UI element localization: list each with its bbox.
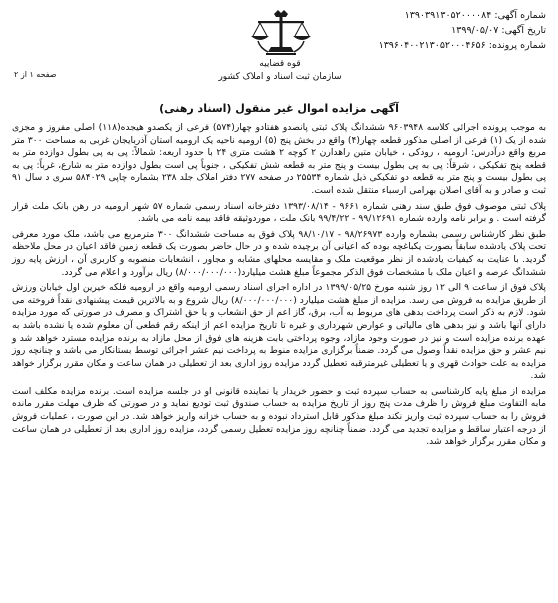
organization-name: سازمان ثبت اسناد و املاک کشور — [218, 72, 342, 82]
ad-number: ۱۳۹۰۳۹۱۳۰۵۲۰۰۰۰۸۴ — [404, 10, 492, 21]
paragraph-auction-terms: پلاک فوق از ساعت ۹ الی ۱۲ روز شنبه مورخ ۱۳۹۹/۰۵/۲۵ در اداره اجرای اسناد رسمی ارومیه واقع در ارومیه فلکه خیرین اول خیابان ورزش از طریق مزایده به فروش می رسد. مزایده از مبلغ هشت میلیارد (۸/۰۰۰/۰۰۰/۰۰۰) ریال شروع و به بالاترین قیمت پیشنهادی نقداً فروخته می شود. لازم به ذکر است پرداخت بدهی های مربوط به آب، برق، گاز اعم از حق انشعاب و یا حق اشتراک و مصرف در صورتی که مورد مزایده دارای آنها باشد و نیز بدهی های مالیاتی و عوارض شهرداری و غیره تا تاریخ مزایده اعم از اینکه رقم قطعی آن معلوم شده یا نشده باشد به عهده برنده مزایده است و نیز در صورت وجود مازاد، وجوه پرداختی بابت هزینه های فوق از محل مازاد به برنده مزایده مسترد خواهد شد و نیم عشر و حق مزایده نقداً وصول می گردد. ضمناً برگزاری مزایده منوط به پرداخت نیم عشر اجرائی توسط بستانکار می باشد و چنانچه روز مزایده به علت حوادث قهری و یا تعطیلی غیرمترقبه تعطیل گردد مزایده روز اداری بعد از تعطیلی در همان ساعت و مکان مقرر برگزار خواهد شد. — [12, 282, 547, 382]
ad-date-row — [346, 23, 546, 38]
paragraph-mortgage: پلاک ثبتی موصوف فوق طبق سند رهنی شماره ۹۶۶۱ - ۱۳۹۳/۰۸/۱۴ دفترخانه اسناد رسمی شماره ۵۷ شهر ارومیه در رهن بانک ملت قرار گرفته است . و برابر نامه وارده شماره ۹۹/۱۲۶۹۱ - ۹۹/۴/۲۲ بانک ملت ، موردوثیقه فاقد بیمه نامه می باشد. — [12, 200, 547, 225]
organization-block — [205, 58, 355, 84]
paragraph-expert-valuation: طبق نظر کارشناس رسمی بشماره وارده ۹۸/۲۶۹۷۳ - ۹۸/۱۰/۱۷ پلاک فوق به مساحت ششدانگ ۳۰۰ مترمربع می باشد، ملک مورد معرفی تحت پلاک یادشده سابقاً بصورت یکباغچه بوده که اعیانی آن برچیده شده و در حال حاضر بصورت یک قطعه زمین فاقد اعیان در محل ملاحظه گردید. با عنایت به کیفیات یادشده از نظر موقعیت ملک و مقایسه محلهای مشابه و مجاور ، انشعابات منصوبه و کاربری آن ، ارزش پایه روز ششدانگ عرصه و اعیان ملک با مشخصات فوق الذکر مجموعاً مبلغ هشت میلیارد(۸/۰۰۰/۰۰۰/۰۰۰) ریال برآورد و اعلام می گردد. — [12, 228, 547, 278]
paragraph-payment-terms: مزایده از مبلغ پایه کارشناسی به حساب سپرده ثبت و حضور خریدار یا نماینده قانونی او در جلسه مزایده است. برنده مزایده مکلف است مابه التفاوت مبلغ فروش را ظرف مدت پنج روز از تاریخ مزایده به حساب صندوق ثبت تودیع نماید و در صورتی که ظرف مهلت مقرر مانده فروش را به حساب سپرده ثبت واریز نکند مبلغ مذکور قابل استرداد نبوده و به حساب خزانه واریز خواهد شد. در این صورت ، عملیات فروش از درجه اعتبار ساقط و مزایده تجدید می گردد. ضمناً چنانچه روز مزایده تعطیل رسمی گردد، مزایده روز اداری بعد از تعطیلی در همان ساعت و مکان مقرر برگزار خواهد شد. — [12, 385, 546, 448]
document-title: آگهی مزایده اموال غیر منقول (اسناد رهنی) — [159, 102, 399, 115]
judiciary-name: قوه قضاییه — [259, 59, 301, 69]
judiciary-scales-emblem-icon — [238, 8, 324, 58]
file-number-row — [346, 38, 546, 53]
document-body — [12, 122, 546, 452]
ad-date-label: تاریخ آگهی: — [501, 25, 546, 36]
ad-number-row — [346, 8, 546, 23]
file-number-label: شماره پرونده: — [488, 40, 546, 51]
ad-number-label: شماره آگهی: — [494, 10, 546, 21]
header-info — [346, 8, 546, 53]
file-number: ۱۳۹۶۰۴۰۰۲۱۳۰۵۲۰۰۰۴۶۵۶ — [378, 40, 486, 51]
page-number: صفحه ۱ از ۲ — [14, 70, 57, 79]
paragraph-property-description: به موجب پرونده اجرائی کلاسه ۹۶۰۳۹۴۸ ششدانگ پلاک ثبتی پانصدو هفتادو چهار(۵۷۴) فرعی از یکصدو هیجده(۱۱۸) اصلی مفروز و مجزی شده از یک (۱) فرعی از اصلی مذکور قطعه چهار(۴) واقع در بخش پنج (۵) ارومیه ناحیه یک ارومیه استان آذربایجان غربی به مساحت ۳۰۰ متر مربع واقع درآدرس: ارومیه ، رودکی ، خیابان متین راهدارن ۲ کوچه ۲ هشت متری ۲۴ با حدود اربعه: شمالاً: پی به پی بطول دوازده متر به قطعه پنج تفکیکی ، شرقاً: پی به پی بطول بیست و پنج متر به قطعه شش تفکیکی ، جنوباً پی است بطول دوازده متر به شارع، غرباً: پی به پی بطول بیست و پنج متر به قطعه دو تفکیکی ذیل شماره ۲۵۵۳۴ در صفحه ۲۷۷ دفتر املاک جلد ۲۳۸ بشماره چاپی ۵۸۴۰۲۹ سری د سال ۹۱ ثبت و صادر و به آقای اصلان بهرامی ارسباء منتقل شده است. — [12, 122, 547, 196]
ad-date: ۱۳۹۹/۰۵/۰۷ — [451, 25, 499, 36]
